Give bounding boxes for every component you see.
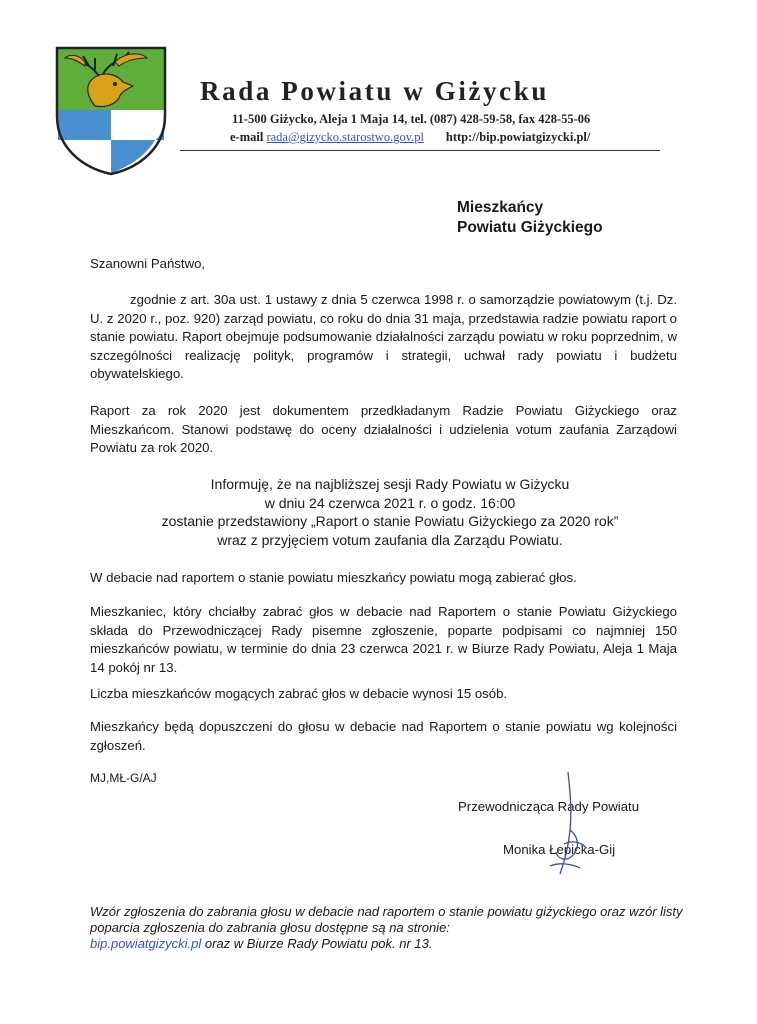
organization-name: Rada Powiatu w Giżycku bbox=[200, 76, 549, 106]
paragraph-2: Raport za rok 2020 jest dokumentem przedkładanym Radzie Powiatu Giżyckiego oraz Mieszkańcom. Stanowi podstawę do oceny działalności i udzielenia votum zaufania Zarządowi Powiatu za rok 2020. bbox=[90, 403, 677, 455]
email-label: e-mail bbox=[230, 130, 264, 144]
footnote-text: Wzór zgłoszenia do zabrania głosu w debacie nad raportem o stanie powiatu giżyckiego oraz wzór listy poparcia zgłoszenia do zabrania głosu dostępne są na stronie: bbox=[90, 904, 683, 935]
coat-of-arms-logo bbox=[55, 46, 167, 176]
announcement-line-1: Informuję, że na najbliższej sesji Rady Powiatu w Giżycku bbox=[210, 476, 570, 492]
paragraph-1-text: zgodnie z art. 30a ust. 1 ustawy z dnia 5 czerwca 1998 r. o samorządzie powiatowym (t.j. Dz. U. z 2020 r., poz. 920) zarząd powiatu, co roku do dnia 31 maja, przedstawia radzie powiatu raport o stanie powiatu. Raport obejmuje podsumowanie działalności zarządu powiatu w roku poprzednim, w szczególności realizację polityk, programów i strategii, uchwał rady powiatu i budżetu obywatelskiego. bbox=[90, 292, 677, 381]
handwritten-signature bbox=[520, 770, 620, 880]
announcement-line-3: zostanie przedstawiony „Raport o stanie Powiatu Giżyckiego za 2020 rok” bbox=[161, 513, 619, 529]
paragraph-4: Mieszkaniec, który chciałby zabrać głos w debacie nad Raportem o stanie Powiatu Giżyckiego składa do Przewodniczącej Rady pisemne zgłoszenie, poparte podpisami co najmniej 150 mieszkańców powiatu, w terminie do dnia 23 czerwca 2021 r. w Biurze Rady Powiatu, Aleja 1 Maja 14 pokój nr 13. bbox=[90, 604, 677, 675]
paragraph-3: W debacie nad raportem o stanie powiatu mieszkańcy powiatu mogą zabierać głos. bbox=[90, 570, 577, 585]
announcement-line-4: wraz z przyjęciem votum zaufania dla Zarządu Powiatu. bbox=[217, 531, 563, 548]
greeting: Szanowni Państwo, bbox=[90, 256, 206, 271]
email-link[interactable]: rada@gizycko.starostwo.gov.pl bbox=[266, 130, 424, 144]
recipient-line-1: Mieszkańcy bbox=[457, 199, 544, 216]
contact-line bbox=[230, 130, 590, 145]
signatory-name: Monika Łepicka-Gij bbox=[503, 842, 616, 857]
address-line: 11-500 Giżycko, Aleja 1 Maja 14, tel. (087) 428-59-58, fax 428-55-06 bbox=[232, 112, 591, 126]
website-text: http://bip.powiatgizycki.pl/ bbox=[445, 130, 591, 144]
reference-initials: MJ,MŁ-G/AJ bbox=[90, 771, 157, 785]
paragraph-5: Liczba mieszkańców mogących zabrać głos w debacie wynosi 15 osób. bbox=[90, 686, 508, 701]
announcement-line-2: w dniu 24 czerwca 2021 r. o godz. 16:00 bbox=[264, 494, 516, 511]
recipient-line-2: Powiatu Giżyckiego bbox=[457, 219, 603, 236]
footnote-link[interactable]: bip.powiatgizycki.pl bbox=[90, 936, 202, 951]
footnote-text-2: oraz w Biurze Rady Powiatu pok. nr 13. bbox=[201, 936, 433, 951]
session-announcement bbox=[100, 475, 680, 549]
signatory-title: Przewodnicząca Rady Powiatu bbox=[458, 799, 640, 814]
paragraph-6: Mieszkańcy będą dopuszczeni do głosu w debacie nad Raportem o stanie powiatu wg kolejności zgłoszeń. bbox=[90, 719, 677, 753]
footnote bbox=[90, 904, 690, 952]
paragraph-1 bbox=[90, 291, 677, 384]
recipient-block bbox=[457, 198, 603, 238]
header-divider bbox=[180, 150, 660, 151]
